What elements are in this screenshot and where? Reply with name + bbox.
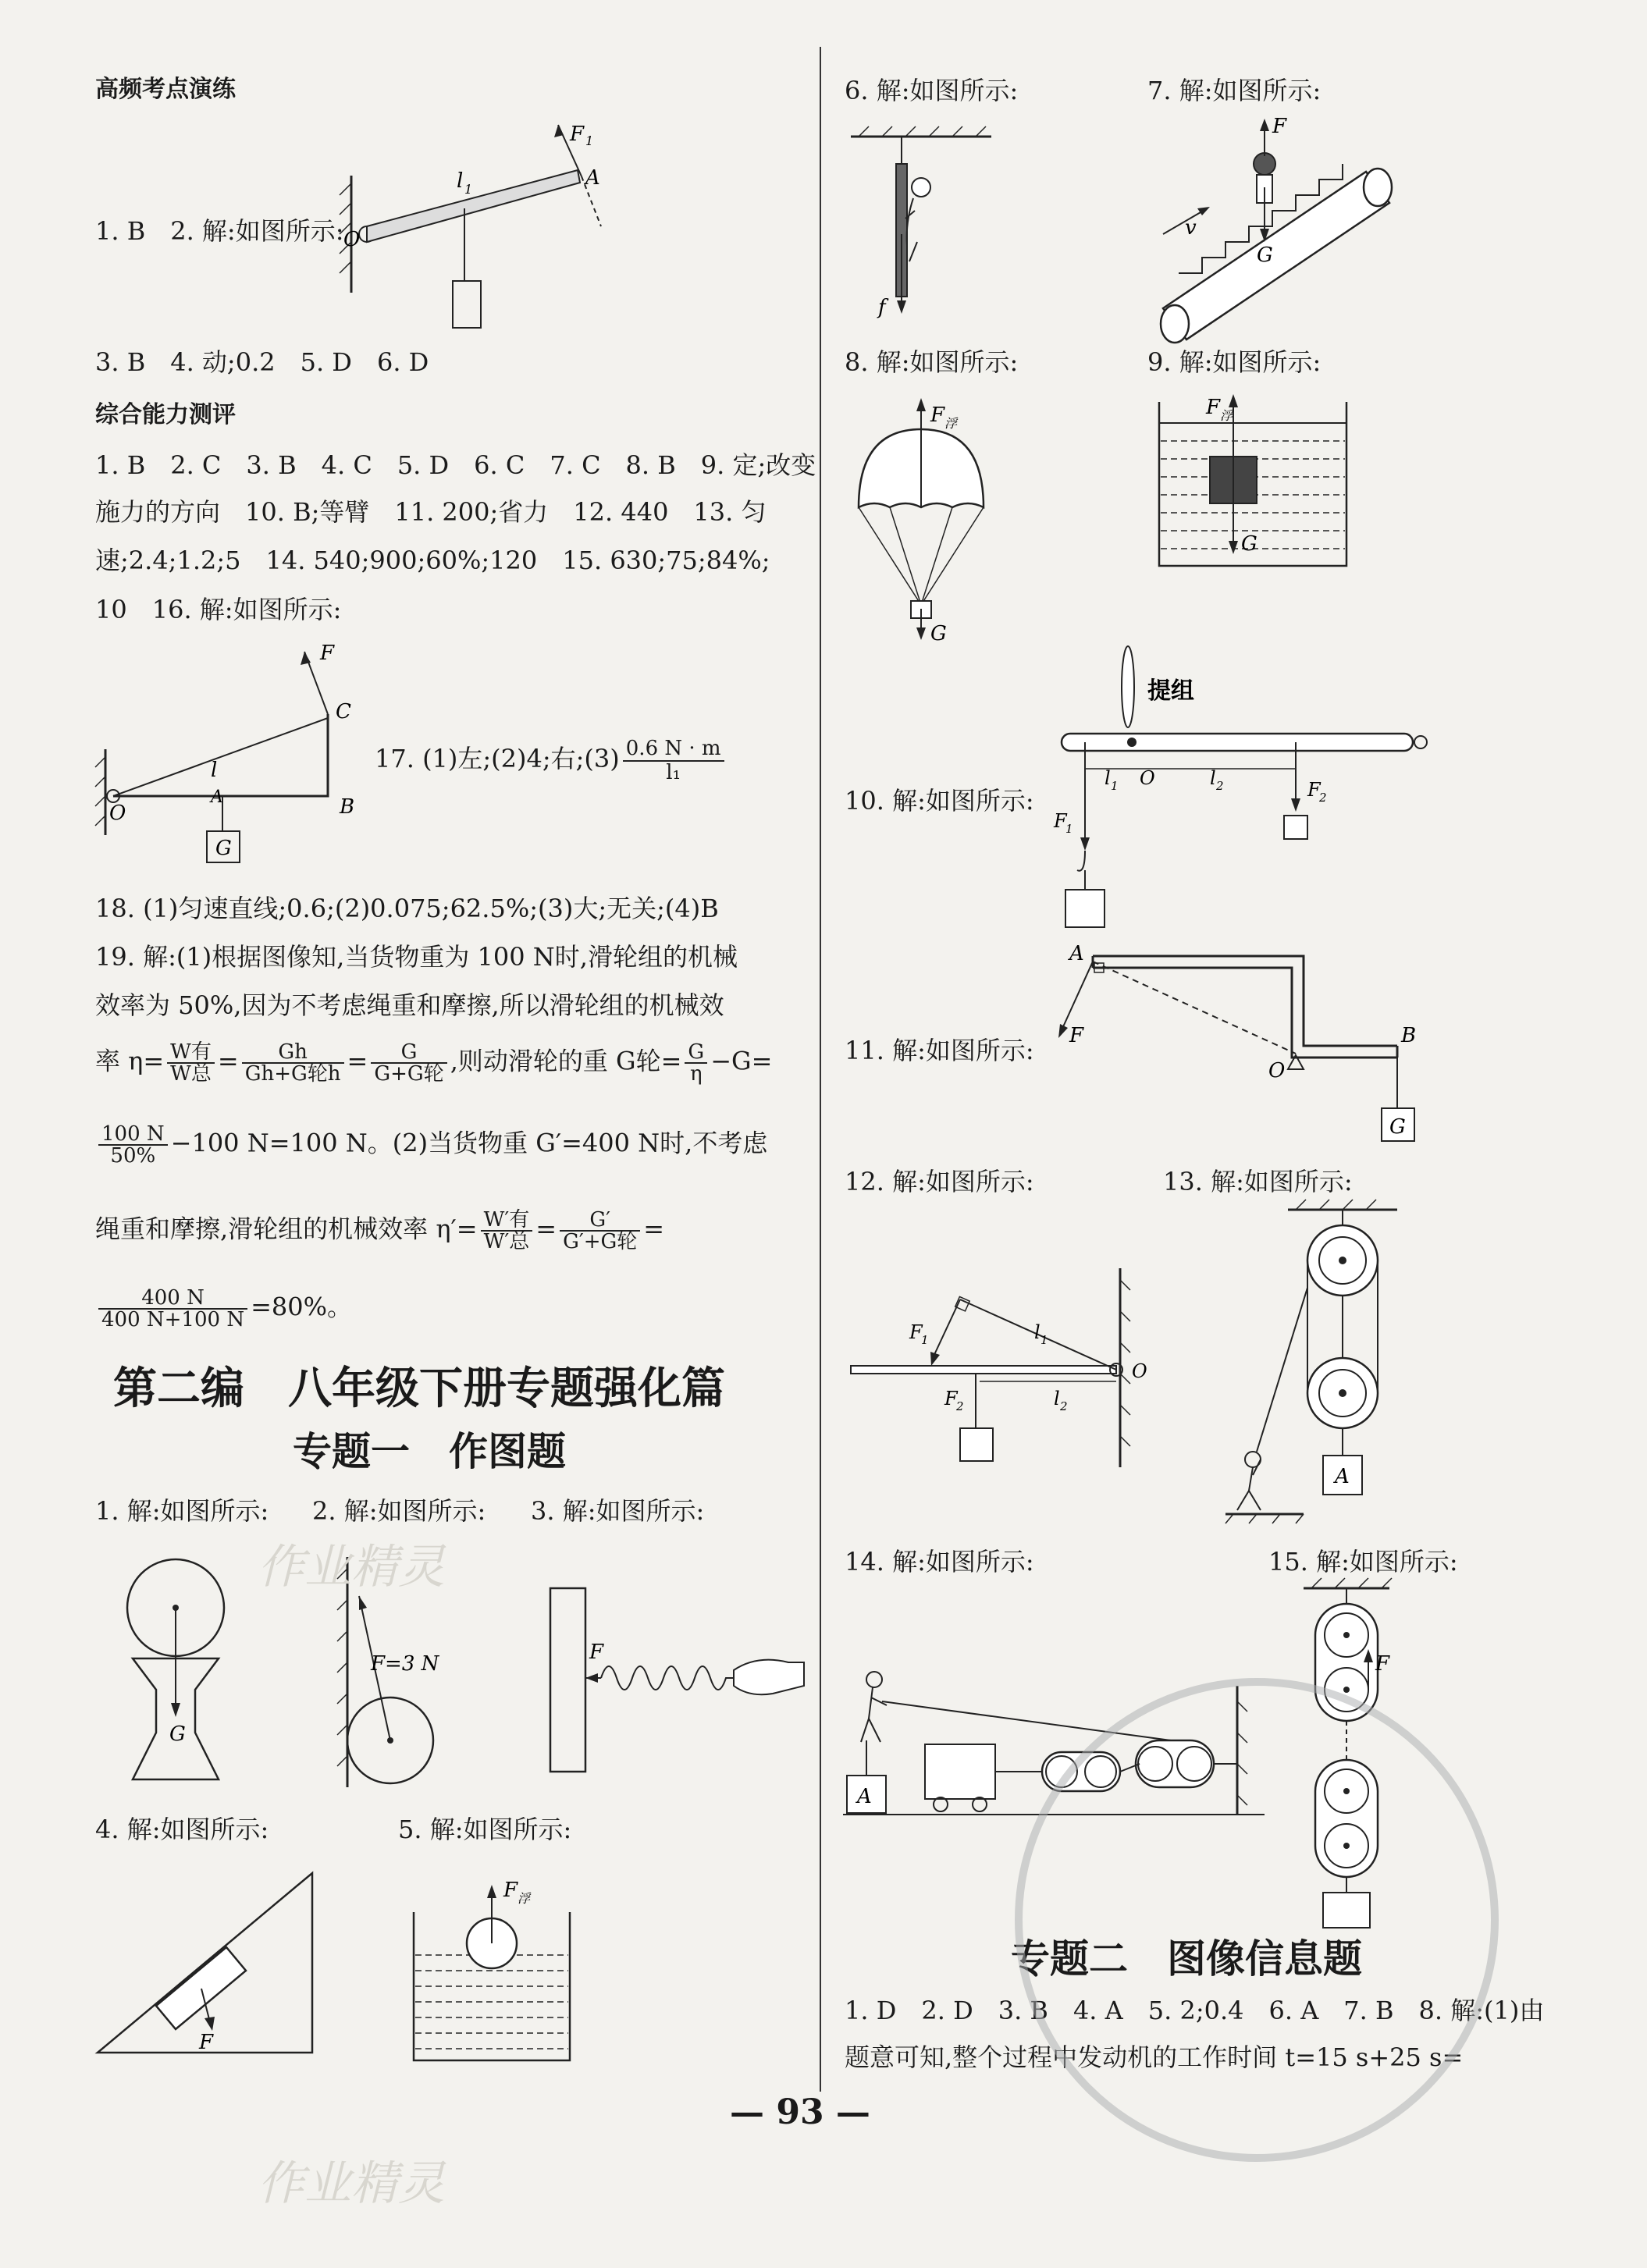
- svg-text:l: l: [1210, 767, 1216, 789]
- svg-text:2: 2: [1319, 791, 1327, 805]
- q6-label: 6. 解:如图所示:: [845, 76, 1019, 105]
- figure-pulley-13: [1225, 1202, 1413, 1530]
- q12-label: 12. 解:如图所示:: [845, 1167, 1034, 1196]
- svg-text:F: F: [1069, 1024, 1084, 1047]
- svg-text:F: F: [944, 1388, 958, 1410]
- figure-parachute: [843, 390, 984, 645]
- q2-label: 2. 解:如图所示:: [312, 1496, 486, 1526]
- svg-text:F: F: [1272, 115, 1287, 138]
- svg-text:G: G: [169, 1722, 186, 1746]
- figure-steelyard: [1038, 648, 1452, 929]
- svg-text:F: F: [589, 1641, 604, 1664]
- q13-label: 13. 解:如图所示:: [1163, 1167, 1353, 1196]
- svg-text:A: A: [1335, 1465, 1350, 1488]
- svg-text:l: l: [1054, 1388, 1060, 1410]
- svg-text:G: G: [1389, 1115, 1406, 1139]
- answer-line-2: 3. B 4. 动;0.2 5. D 6. D: [95, 347, 429, 377]
- svg-text:2: 2: [1060, 1399, 1068, 1413]
- section-heading-zonghe: 综合能力测评: [95, 401, 236, 428]
- svg-text:F: F: [1054, 810, 1067, 832]
- answer-line-5: 速;2.4;1.2;5 14. 540;900;60%;120 15. 630;75;84%;: [95, 546, 770, 575]
- q11-label: 11. 解:如图所示:: [845, 1036, 1034, 1065]
- answer-line-4: 施力的方向 10. B;等臂 11. 200;省力 12. 440 13. 匀: [95, 497, 767, 527]
- svg-text:2: 2: [956, 1399, 964, 1413]
- svg-text:l: l: [1105, 767, 1111, 789]
- answer-line-6: 10 16. 解:如图所示:: [95, 595, 342, 624]
- figure-lever-wall: [843, 1264, 1155, 1475]
- q7-label: 7. 解:如图所示:: [1147, 76, 1322, 105]
- svg-text:浮: 浮: [518, 1891, 531, 1906]
- svg-text:浮: 浮: [1220, 408, 1233, 423]
- figure-lever-1: [328, 117, 624, 343]
- answer-line-19d: $\frac{100 N}{50\%}$ −100 N=100 N。(2)当货物重 G′=400 N时,不考虑: [95, 1124, 767, 1166]
- q15-label: 15. 解:如图所示:: [1268, 1547, 1458, 1577]
- answer-line-19b: 效率为 50%,因为不考虑绳重和摩擦,所以滑轮组的机械效: [95, 990, 724, 1020]
- svg-text:C: C: [336, 700, 351, 723]
- svg-text:F: F: [503, 1879, 518, 1902]
- svg-text:F: F: [1307, 779, 1321, 801]
- figure-incline-block: [94, 1865, 320, 2060]
- svg-text:O: O: [1140, 767, 1155, 789]
- figure-lever-16: [94, 640, 375, 874]
- figure-bent-lever: [1046, 944, 1421, 1155]
- svg-text:B: B: [340, 795, 355, 819]
- svg-text:1: 1: [464, 182, 473, 197]
- answer-line-19f: $\frac{400 N}{400 N+100 N}$ =80%。: [95, 1288, 352, 1330]
- svg-text:G: G: [215, 837, 232, 860]
- svg-text:F: F: [1206, 396, 1221, 419]
- svg-text:O: O: [109, 802, 126, 825]
- label-l1: l: [457, 169, 464, 193]
- svg-text:l: l: [1034, 1321, 1040, 1343]
- svg-text:f: f: [878, 296, 886, 319]
- figure-climbing-pole: [843, 117, 999, 328]
- topic-1-title: 专题一 作图题: [293, 1429, 566, 1474]
- answer-line-19e: 绳重和摩擦,滑轮组的机械效率 η′= $\frac{\text{W′有}}{\text{W′总}}$ = $\frac{G'}{\text{G′+G轮}}$ =: [95, 1208, 665, 1253]
- svg-text:1: 1: [585, 133, 594, 148]
- figure-spring-pull: [546, 1584, 812, 1779]
- q5-label: 5. 解:如图所示:: [398, 1815, 572, 1844]
- column-divider: [820, 47, 821, 2092]
- svg-text:l: l: [211, 759, 218, 782]
- answer-line-18: 18. (1)匀速直线;0.6;(2)0.075;62.5%;(3)大;无关;(4)B: [95, 894, 719, 923]
- svg-text:F: F: [199, 2031, 214, 2054]
- figure-escalator: [1147, 117, 1405, 336]
- q9-label: 9. 解:如图所示:: [1147, 347, 1322, 377]
- svg-text:O: O: [1268, 1059, 1286, 1082]
- label-F1: F: [570, 123, 585, 146]
- answer-line-3: 1. B 2. C 3. B 4. C 5. D 6. C 7. C 8. B 9. 定;改变: [95, 450, 816, 480]
- topic2-line-2: 题意可知,整个过程中发动机的工作时间 t=15 s+25 s=: [845, 2042, 1464, 2072]
- svg-text:F: F: [909, 1321, 923, 1343]
- svg-text:F: F: [1375, 1652, 1390, 1676]
- svg-text:O: O: [1132, 1360, 1147, 1382]
- figure-block-in-water: [1155, 390, 1350, 570]
- q1-label: 1. 解:如图所示:: [95, 1496, 269, 1526]
- svg-text:G: G: [1257, 244, 1273, 267]
- part-title: 第二编 八年级下册专题强化篇: [113, 1363, 725, 1414]
- figure-floating-ball: [406, 1857, 578, 2068]
- label-A: A: [585, 166, 600, 190]
- label-O: O: [343, 228, 361, 251]
- svg-text:1: 1: [921, 1333, 929, 1347]
- svg-text:2: 2: [1216, 779, 1224, 793]
- label-tizu: 提组: [1147, 677, 1194, 705]
- svg-text:浮: 浮: [944, 416, 958, 431]
- q10-label: 10. 解:如图所示:: [845, 786, 1034, 816]
- watermark-2: 作业精灵: [258, 2156, 445, 2211]
- topic2-line-1: 1. D 2. D 3. B 4. A 5. 2;0.4 6. A 7. B 8. 解:(1)由: [845, 1996, 1545, 2025]
- section-heading-gaopin: 高频考点演练: [95, 76, 236, 103]
- svg-text:B: B: [1401, 1024, 1417, 1047]
- answer-line-1: 1. B 2. 解:如图所示:: [95, 216, 344, 246]
- stamp-seal: [1015, 1678, 1499, 2162]
- svg-text:F: F: [320, 642, 335, 665]
- q3-label: 3. 解:如图所示:: [531, 1496, 705, 1526]
- q8-label: 8. 解:如图所示:: [845, 347, 1019, 377]
- q4-label: 4. 解:如图所示:: [95, 1815, 269, 1844]
- svg-text:A: A: [1069, 942, 1084, 965]
- figure-ball-on-stand: [117, 1553, 234, 1787]
- answer-line-19c: 率 η= $\frac{\text{W有}}{\text{W总}}$ = $\frac{Gh}{\text{Gh+G轮h}}$ = $\frac{G}{\text{G+G轮}}$ ,则动滑轮的重 G轮= $\frac{G}{\eta}$ −G=: [95, 1040, 773, 1086]
- topic-2-title: 专题二 图像信息题: [1011, 1936, 1362, 1982]
- svg-text:v: v: [1185, 216, 1197, 240]
- watermark-1: 作业精灵: [258, 1540, 445, 1594]
- answer-line-19a: 19. 解:(1)根据图像知,当货物重为 100 N时,滑轮组的机械: [95, 942, 738, 972]
- page-number: — 93 —: [730, 2092, 870, 2132]
- svg-text:1: 1: [1040, 1333, 1048, 1347]
- q14-label: 14. 解:如图所示:: [845, 1547, 1034, 1577]
- svg-text:F: F: [930, 403, 945, 427]
- label-F3N: F=3 N: [371, 1652, 439, 1676]
- svg-text:A: A: [211, 787, 223, 807]
- answer-line-17: 17. (1)左;(2)4;右;(3) $\frac{0.6 N \cdot m}{\text{l₁}}$: [375, 738, 727, 784]
- svg-text:1: 1: [1111, 779, 1119, 793]
- svg-text:1: 1: [1065, 822, 1073, 836]
- svg-text:G: G: [1241, 532, 1257, 556]
- svg-text:A: A: [857, 1785, 872, 1808]
- svg-text:G: G: [930, 622, 947, 645]
